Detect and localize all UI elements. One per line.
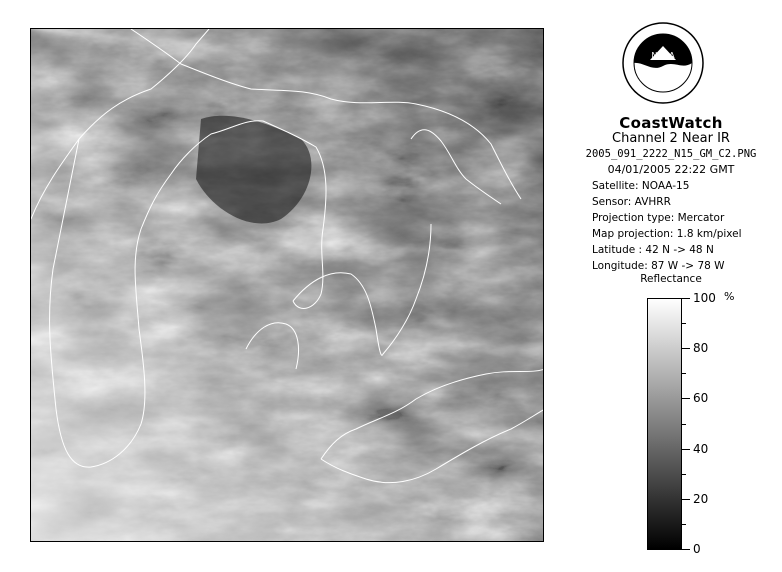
channel-label: Channel 2 Near IR — [612, 131, 730, 146]
filename-label: 2005_091_2222_N15_GM_C2.PNG — [585, 148, 757, 160]
colorbar-minor-tick — [682, 323, 686, 324]
longitude-label: Longitude: 87 W -> 78 W — [592, 260, 725, 272]
satellite-label: Satellite: NOAA-15 — [592, 180, 690, 192]
satellite-image — [30, 28, 544, 542]
legend-unit: % — [724, 290, 735, 303]
legend-title: Reflectance — [640, 273, 702, 285]
colorbar-tick-label: 20 — [693, 491, 709, 506]
sensor-label: Sensor: AVHRR — [592, 196, 671, 208]
reflectance-colorbar — [647, 298, 682, 550]
satellite-map-svg — [31, 29, 544, 542]
colorbar-tick-label: 80 — [693, 341, 709, 356]
logo-text: NOAA — [651, 51, 675, 60]
info-panel — [560, 0, 782, 572]
colorbar-major-tick — [682, 449, 690, 450]
colorbar-major-tick — [682, 398, 690, 399]
colorbar-tick-label: 40 — [693, 441, 709, 456]
latitude-label: Latitude : 42 N -> 48 N — [592, 244, 714, 256]
colorbar-major-tick — [682, 549, 690, 550]
colorbar-major-tick — [682, 348, 690, 349]
colorbar-tick-label: 60 — [693, 391, 709, 406]
colorbar-minor-tick — [682, 373, 686, 374]
brightness-overlay — [31, 29, 544, 542]
datetime-label: 04/01/2005 22:22 GMT — [607, 163, 735, 176]
colorbar-major-tick — [682, 499, 690, 500]
map-projection-label: Map projection: 1.8 km/pixel — [592, 228, 742, 240]
projection-label: Projection type: Mercator — [592, 212, 725, 224]
app-title: CoastWatch — [619, 114, 723, 132]
colorbar-tick-label: 100 — [693, 291, 716, 305]
noaa-logo-icon — [622, 22, 704, 104]
colorbar-major-tick — [682, 298, 690, 299]
colorbar-tick-label: 0 — [693, 542, 701, 556]
colorbar-minor-tick — [682, 424, 686, 425]
colorbar-minor-tick — [682, 524, 686, 525]
colorbar-minor-tick — [682, 474, 686, 475]
